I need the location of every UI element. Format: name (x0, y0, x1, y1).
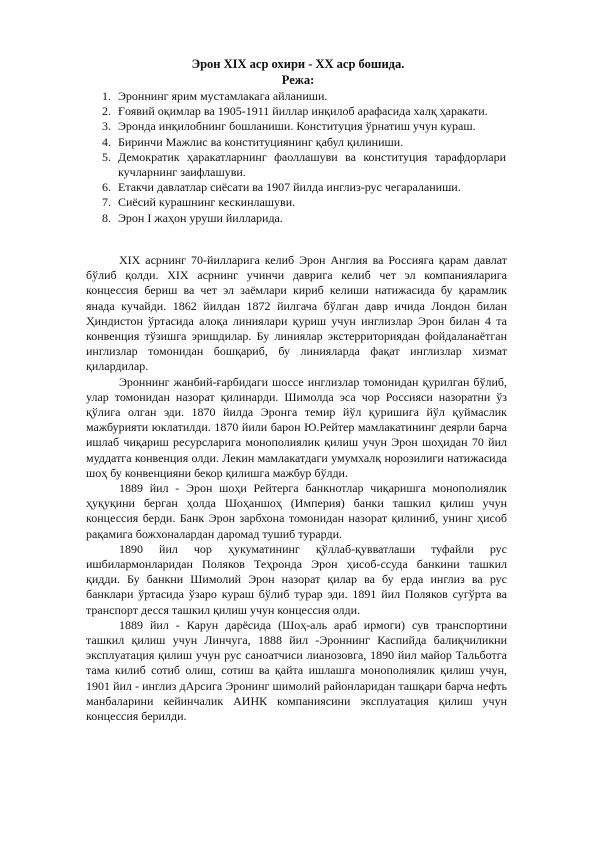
plan-item-number: 1. (102, 89, 111, 103)
plan-item-text: Эроннинг ярим мустамлакага айланиши. (118, 89, 328, 103)
plan-item-text: Ғоявий оқимлар ва 1905-1911 йиллар инқилоб арафасида халқ ҳаракати. (118, 104, 488, 119)
plan-item (86, 180, 506, 195)
plan-heading: Режа: (281, 73, 315, 87)
plan-item (86, 104, 506, 119)
body-paragraph: XIX асрнинг 70-йилларига келиб Эрон Англия ва Россияга қарам давлат бўлиб қолди. XIX асрнинг учинчи даврига келиб чет эл компанияларига концессия бериш ва чет эл заёмлари кириб келиши натижасида бу қарамлик янада кучайди. 1862 йилдан 1872 йилгача бўлган давр ичида Лондон билан Ҳиндистон ўртасида алоқа линиялари қуриш учун инглизлар Эрон билан 4 та конвенция тўзишга эришдилар. Бу линиялар экстерриториядан фойдаланаётган инглизлар томонидан бошқариб, бу линияларда фақат инглизлар хизмат қилардилар. (86, 253, 507, 374)
body-paragraph: 1889 йил - Карун дарёсида (Шоҳ-аль араб ирмоги) сув транспортини ташкил қилиш учун Линчуга, 1888 йил -Эроннинг Каспийда балиқчиликни эксплуатация қилиш учун рус саноатчиси лианозовга, 1890 йил майор Тальботга тама килиб сотиб олиш, сотиш ва қайта ишлашга монополиялик қилиш учун, 1901 йил - инглиз дАрсига Эронинг шимолий районларидан ташқари барча нефть манбаларини кейинчалик АИНК компаниясини эксплуатация қилиш учун концессия берилди. (86, 617, 507, 724)
plan-item-text: Эронда инқилобнинг бошланиши. Конституция ўрнатиш учун кураш. (118, 119, 476, 134)
plan-item-number: 4. (102, 134, 111, 149)
plan-item (86, 150, 506, 180)
plan-item-text: Эрон I жаҳон уруши йилларида. (118, 210, 283, 225)
plan-item-number: 6. (102, 180, 111, 195)
plan-item-text: Сиёсий курашнинг кескинлашуви. (118, 195, 296, 210)
plan-item (86, 89, 506, 104)
plan-list (86, 89, 506, 226)
plan-item-number: 2. (102, 104, 111, 119)
body-paragraph: Эроннинг жанбий-ғарбидаги шоссе инглизлар томонидан қурилган бўлиб, улар томонидан назорат қилинарди. Шимолда эса чор Россияси назоратни ўз қўлига олган эди. 1870 йилда Эронга темир йўл қуришига йўл қуймаслик мажбурияти юклатилди. 1870 йили барон Ю.Рейтер мамлакатининг деярли барча ишлаб чиқариш ресурсларига монополиялик қилиш учун Эрон шоҳидан 70 йил муддатга конвенция олди. Лекин мамлакатдаги умумхалқ норозилиги натижасида шоҳ бу конвенцияни бекор қилишга мажбур бўлди. (86, 374, 507, 480)
plan-item-number: 3. (102, 119, 111, 134)
plan-item (86, 135, 506, 150)
plan-item-number: 5. (102, 149, 111, 164)
plan-item-text: Демократик ҳаракатларнинг фаоллашуви ва конституция тарафдорлари кучларнинг заифлашуви. (118, 149, 506, 180)
document-title: Эрон XIX аср охири - XX аср бошида. (191, 57, 405, 71)
body-paragraph: 1890 йил чор ҳукуматининг қўллаб-қувватлаши туфайли рус ишбилармонларидан Поляков Теҳронда Эрон ҳисоб-ссуда банкини ташкил қидди. Бу банкни Шимолий Эрон назорат қилар ва бу ерда инглиз ва рус банклари ўртасида ўзаро кураш бўлиб турар эди. 1891 йил Поляков сугўрта ва транспорт десся ташкил қилиш учун концессия олди. (86, 541, 507, 617)
plan-item-number: 7. (102, 195, 111, 210)
plan-item-text: Биринчи Мажлис ва конституциянинг қабул қилиниши. (118, 134, 404, 149)
plan-item (86, 211, 506, 226)
plan-item-number: 8. (102, 210, 111, 225)
plan-item (86, 195, 506, 210)
plan-item (86, 119, 506, 134)
body-paragraph: 1889 йил - Эрон шоҳи Рейтерга банкнотлар чиқаришга монополиялик ҳуқуқини берган ҳолда Шоҳаншоҳ (Империя) банки ташкил қилиш учун концессия берди. Банк Эрон зарбхона томонидан назорат қилиниб, унинг ҳисоб рақамига божхоналардан даромад тушиб турарди. (86, 481, 507, 541)
plan-item-text: Етакчи давлатлар сиёсати ва 1907 йилда инглиз-рус чегараланиши. (118, 180, 461, 195)
document-body (86, 253, 507, 724)
